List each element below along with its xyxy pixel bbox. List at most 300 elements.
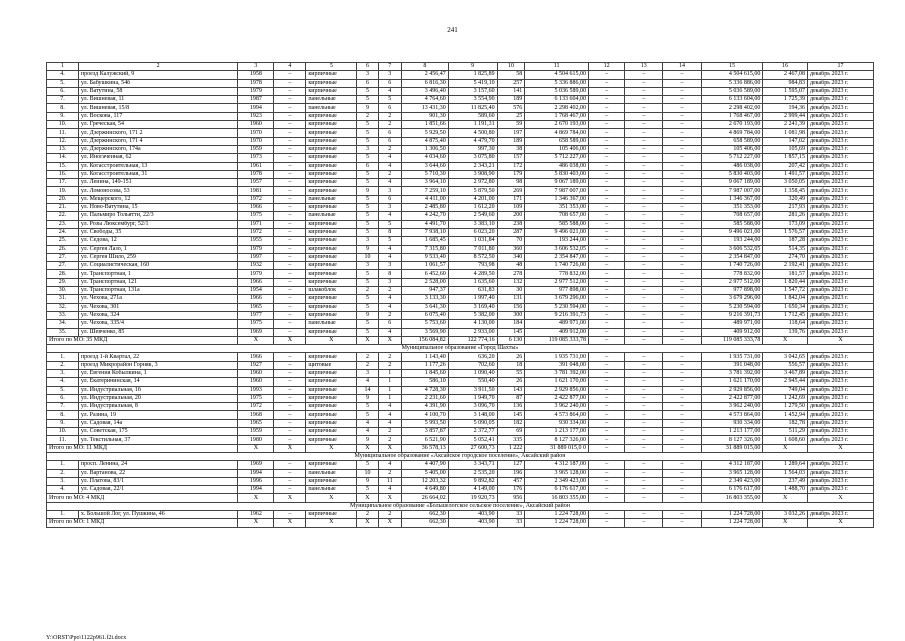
table-cell: декабрь 2023 г. [807, 179, 873, 187]
table-row [47, 129, 874, 137]
column-number-cell: 9 [448, 63, 497, 71]
table-row [47, 212, 874, 220]
table-cell: декабрь 2023 г. [807, 270, 873, 278]
table-cell: – [589, 428, 625, 436]
table-row [47, 228, 874, 236]
table-cell: 6 133 604,00 [525, 96, 589, 104]
table-cell: ул. Чехова, 335/4 [78, 320, 237, 328]
table-cell: 9 [357, 394, 378, 402]
table-cell: – [589, 328, 625, 336]
table-cell: 3 096,70 [448, 403, 497, 411]
table-cell: 4 [378, 303, 401, 311]
total-cell: X [238, 494, 274, 502]
table-cell: – [663, 220, 701, 228]
total-cell: 1 222 [497, 444, 525, 452]
table-cell: декабрь 2023 г. [807, 220, 873, 228]
table-cell: – [663, 121, 701, 129]
table-cell: – [625, 154, 663, 162]
table-row [47, 428, 874, 436]
table-cell: декабрь 2023 г. [807, 419, 873, 427]
table-cell: 984,83 [763, 79, 808, 87]
table-cell: – [663, 378, 701, 386]
table-cell: 145 [497, 328, 525, 336]
table-cell: 1978 [238, 170, 274, 178]
table-cell: 1959 [238, 428, 274, 436]
table-cell: ул. Садовая, 22/1 [78, 486, 237, 494]
table-cell: 6 [357, 79, 378, 87]
table-cell: 4 201,00 [448, 195, 497, 203]
table-cell: 2 [378, 121, 401, 129]
table-cell: ул. Социалистическая, 160 [78, 262, 237, 270]
table-cell: 131 [497, 295, 525, 303]
table-cell: декабрь 2023 г. [807, 154, 873, 162]
table-cell: 5 712 227,00 [525, 154, 589, 162]
table-cell: 3 [357, 262, 378, 270]
table-cell: декабрь 2023 г. [807, 237, 873, 245]
table-cell: 25 [497, 112, 525, 120]
table-cell: декабрь 2023 г. [807, 469, 873, 477]
total-cell: – [589, 519, 625, 527]
table-cell: – [663, 428, 701, 436]
table-cell: 1971 [238, 220, 274, 228]
table-cell: – [589, 303, 625, 311]
total-cell: 33 [497, 519, 525, 527]
table-cell: – [589, 295, 625, 303]
table-cell: 5 336 886,00 [701, 79, 763, 87]
table-cell: 14. [47, 154, 79, 162]
table-cell: 1 820,44 [763, 278, 808, 286]
table-cell: – [589, 187, 625, 195]
table-cell: – [625, 428, 663, 436]
table-cell: – [274, 428, 306, 436]
table-cell: 1 949,70 [448, 394, 497, 402]
table-cell: декабрь 2023 г. [807, 511, 873, 519]
table-cell: – [625, 179, 663, 187]
table-cell: 5 036 589,00 [701, 87, 763, 95]
table-cell: 1 851,66 [401, 121, 448, 129]
table-cell: кирпичные [306, 245, 357, 253]
table-cell: кирпичные [306, 154, 357, 162]
table-cell: 30 [497, 287, 525, 295]
column-number-cell: 1 [47, 63, 79, 71]
table-cell: ул. Дзержинского, 171 2 [78, 129, 237, 137]
table-cell: 1. [47, 461, 79, 469]
table-cell: – [625, 262, 663, 270]
table-cell: 5 090,05 [448, 419, 497, 427]
table-cell: 2 528,00 [401, 278, 448, 286]
table-cell: 16. [47, 170, 79, 178]
column-number-cell: 3 [238, 63, 274, 71]
table-cell: 1 [378, 378, 401, 386]
table-cell: 5 [357, 295, 378, 303]
table-cell: 5. [47, 79, 79, 87]
table-cell: 360 [497, 245, 525, 253]
table-cell: 486 038,00 [701, 162, 763, 170]
table-cell: – [274, 419, 306, 427]
table-cell: – [274, 87, 306, 95]
table-cell: – [589, 511, 625, 519]
table-cell: 27. [47, 253, 79, 261]
table-cell: 2 [378, 287, 401, 295]
table-cell: 1 346 367,00 [525, 195, 589, 203]
table-cell: – [274, 79, 306, 87]
table-cell: панельные [306, 104, 357, 112]
table-cell: 7 987 007,00 [701, 187, 763, 195]
table-row [47, 320, 874, 328]
total-cell: 156 084,82 [401, 336, 448, 344]
table-cell: 1969 [238, 461, 274, 469]
table-cell: 9. [47, 112, 79, 120]
table-cell: кирпичные [306, 71, 357, 79]
table-cell: – [274, 486, 306, 494]
table-row [47, 204, 874, 212]
table-cell: кирпичные [306, 477, 357, 485]
table-cell: 658 589,00 [701, 137, 763, 145]
table-cell: 2 241,39 [763, 121, 808, 129]
table-cell: 1972 [238, 228, 274, 236]
table-cell: кирпичные [306, 112, 357, 120]
table-row [47, 79, 874, 87]
table-cell: 391 048,00 [701, 361, 763, 369]
table-cell: 26 [497, 353, 525, 361]
table-cell: 5 [357, 154, 378, 162]
total-cell: X [274, 519, 306, 527]
table-cell: кирпичные [306, 461, 357, 469]
table-row [47, 187, 874, 195]
table-row [47, 287, 874, 295]
table-cell: 12. [47, 137, 79, 145]
table-cell: 1962 [238, 511, 274, 519]
table-cell: 2 422 877,00 [525, 394, 589, 402]
table-row [47, 170, 874, 178]
table-cell: панельные [306, 486, 357, 494]
table-cell: 269 [497, 187, 525, 195]
table-cell: 5 230 594,00 [525, 303, 589, 311]
table-cell: 193 244,00 [701, 237, 763, 245]
table-cell: кирпичные [306, 511, 357, 519]
table-cell: 172 [497, 162, 525, 170]
section-title-row [47, 502, 874, 510]
table-cell: 1994 [238, 469, 274, 477]
table-cell: 1 061,57 [401, 262, 448, 270]
table-cell: 179 [497, 170, 525, 178]
table-cell: – [625, 129, 663, 137]
table-cell: 1979 [238, 270, 274, 278]
table-cell: – [589, 436, 625, 444]
table-cell: 9 [357, 187, 378, 195]
table-cell: 8 572,50 [448, 253, 497, 261]
table-cell: декабрь 2023 г. [807, 436, 873, 444]
table-row [47, 403, 874, 411]
table-cell: – [625, 228, 663, 236]
table-cell: 1 621 170,00 [525, 378, 589, 386]
table-cell: 4 [357, 419, 378, 427]
table-cell: ул. Мещерского, 12 [78, 195, 237, 203]
table-cell: – [274, 403, 306, 411]
table-cell: 6. [47, 394, 79, 402]
table-cell: – [274, 245, 306, 253]
table-cell: кирпичные [306, 237, 357, 245]
table-cell: 1970 [238, 129, 274, 137]
table-cell: – [274, 253, 306, 261]
table-cell: 5 [357, 96, 378, 104]
table-cell: 182 [497, 419, 525, 427]
table-cell: 9 [357, 477, 378, 485]
table-cell: 1960 [238, 121, 274, 129]
table-cell: декабрь 2023 г. [807, 112, 873, 120]
table-cell: – [589, 195, 625, 203]
table-cell: 1 289,64 [763, 461, 808, 469]
table-cell: ул. Евгения Кобылкина, 1 [78, 369, 237, 377]
table-cell: декабрь 2023 г. [807, 129, 873, 137]
table-cell: 2 [378, 469, 401, 477]
table-cell: кирпичные [306, 394, 357, 402]
total-cell: 27 600,73 [448, 444, 497, 452]
table-cell: ул. Транспортная, 131a [78, 287, 237, 295]
table-cell: 1960 [238, 369, 274, 377]
total-row [47, 494, 874, 502]
table-cell: просп. Ленина, 24 [78, 461, 237, 469]
table-cell: – [274, 187, 306, 195]
table-cell: кирпичные [306, 187, 357, 195]
table-cell: 7 938,10 [401, 228, 448, 236]
table-cell: 30. [47, 287, 79, 295]
table-row [47, 436, 874, 444]
table-cell: декабрь 2023 г. [807, 386, 873, 394]
table-cell: – [663, 419, 701, 427]
table-cell: – [663, 145, 701, 153]
table-cell: 6 816,30 [401, 79, 448, 87]
table-cell: 1 845,60 [401, 369, 448, 377]
table-cell: 2 298 402,00 [701, 104, 763, 112]
table-cell: ул. Шевченко, 85 [78, 328, 237, 336]
table-cell: – [589, 403, 625, 411]
table-cell: 5 712 227,00 [701, 154, 763, 162]
table-cell: 793,98 [448, 262, 497, 270]
table-row [47, 87, 874, 95]
table-cell: – [589, 386, 625, 394]
table-cell: 1968 [238, 411, 274, 419]
table-cell: 5 993,50 [401, 419, 448, 427]
table-cell: – [274, 145, 306, 153]
table-cell: 3 962 240,00 [701, 403, 763, 411]
total-cell: X [378, 336, 401, 344]
table-cell: 489 971,00 [701, 320, 763, 328]
table-cell: 2 977 512,00 [525, 278, 589, 286]
table-cell: кирпичные [306, 228, 357, 236]
table-row [47, 486, 874, 494]
table-cell: 26. [47, 245, 79, 253]
table-cell: декабрь 2023 г. [807, 320, 873, 328]
table-cell: 3 679 296,00 [525, 295, 589, 303]
document-file-path: Y:\ORST\Ppo\1122p961.f2i.docx [46, 635, 127, 641]
total-label: Итого по МО: 4 МКД [47, 494, 238, 502]
table-cell: 320,49 [763, 195, 808, 203]
table-cell: 5 405,00 [401, 469, 448, 477]
table-cell: – [663, 411, 701, 419]
total-cell: 403,90 [448, 519, 497, 527]
table-cell: ул. Воскова, 117 [78, 112, 237, 120]
table-cell: кирпичные [306, 369, 357, 377]
table-cell: декабрь 2023 г. [807, 96, 873, 104]
table-cell: 9 533,40 [401, 253, 448, 261]
table-cell: 4 [357, 428, 378, 436]
table-cell: 7. [47, 96, 79, 104]
column-number-cell: 7 [378, 63, 401, 71]
table-cell: ул. Ватутина, 58 [78, 87, 237, 95]
table-cell: 1 576,57 [763, 228, 808, 236]
table-cell: – [625, 403, 663, 411]
table-cell: 3 383,10 [448, 220, 497, 228]
column-number-cell: 5 [306, 63, 357, 71]
table-cell: 1966 [238, 204, 274, 212]
table-cell: кирпичные [306, 386, 357, 394]
table-row [47, 145, 874, 153]
table-cell: 550,40 [448, 378, 497, 386]
table-cell: 7 011,80 [448, 245, 497, 253]
table-cell: – [625, 220, 663, 228]
table-cell: 1955 [238, 237, 274, 245]
table-cell: 6 133 604,00 [701, 96, 763, 104]
table-cell: ул. Транспортная, 1 [78, 270, 237, 278]
table-cell: – [589, 170, 625, 178]
table-cell: 2 349 423,00 [701, 477, 763, 485]
table-cell: 2 372,77 [448, 428, 497, 436]
table-cell: 4 [378, 212, 401, 220]
table-row [47, 378, 874, 386]
table-cell: 1 488,70 [763, 486, 808, 494]
table-cell: – [589, 112, 625, 120]
table-cell: 7. [47, 403, 79, 411]
table-row [47, 361, 874, 369]
table-cell: 139,76 [763, 328, 808, 336]
table-cell: – [589, 486, 625, 494]
column-number-cell: 2 [78, 63, 237, 71]
table-cell: ул. Греческая, 54 [78, 121, 237, 129]
table-cell: 6 075,40 [401, 311, 448, 319]
table-cell: 3 911,50 [448, 386, 497, 394]
table-cell: 5 929,50 [401, 129, 448, 137]
table-cell: – [589, 461, 625, 469]
table-cell: – [663, 237, 701, 245]
table-cell: 1 081,98 [763, 129, 808, 137]
table-row [47, 295, 874, 303]
table-cell: 3 467,89 [763, 369, 808, 377]
column-number-cell: 6 [357, 63, 378, 71]
total-cell: X [306, 519, 357, 527]
table-cell: – [663, 154, 701, 162]
table-cell: – [589, 71, 625, 79]
table-cell: 3 042,65 [763, 353, 808, 361]
table-cell: декабрь 2023 г. [807, 477, 873, 485]
table-cell: 1 242,69 [763, 394, 808, 402]
table-row [47, 353, 874, 361]
table-cell: – [663, 179, 701, 187]
table-cell: 5 336 886,00 [525, 79, 589, 87]
table-cell: кирпичные [306, 311, 357, 319]
total-cell: – [663, 444, 701, 452]
table-cell: 3. [47, 477, 79, 485]
table-cell: 141 [497, 87, 525, 95]
table-cell: 38 [497, 145, 525, 153]
total-cell: X [763, 494, 808, 502]
table-cell: – [274, 303, 306, 311]
table-cell: 281,26 [763, 212, 808, 220]
table-cell: 1997 [238, 253, 274, 261]
table-cell: 207,42 [763, 162, 808, 170]
total-cell: X [357, 494, 378, 502]
table-cell: 11. [47, 436, 79, 444]
table-cell: 5 [378, 220, 401, 228]
table-cell: – [663, 104, 701, 112]
table-cell: 2 945,44 [763, 378, 808, 386]
table-cell: – [274, 270, 306, 278]
table-cell: 585 588,00 [701, 220, 763, 228]
table-cell: кирпичные [306, 129, 357, 137]
total-cell: 26 664,02 [401, 494, 448, 502]
table-cell: декабрь 2023 г. [807, 328, 873, 336]
table-cell: – [625, 361, 663, 369]
total-cell: – [663, 494, 701, 502]
table-cell: – [274, 170, 306, 178]
table-cell: – [589, 394, 625, 402]
table-cell: 1994 [238, 104, 274, 112]
table-cell: декабрь 2023 г. [807, 361, 873, 369]
table-cell: – [274, 411, 306, 419]
table-cell: 1 825,89 [448, 71, 497, 79]
table-cell: – [589, 220, 625, 228]
table-cell: 335 [497, 436, 525, 444]
table-cell: ул. Садовая, 14a [78, 419, 237, 427]
table-cell: 4 869 784,00 [701, 129, 763, 137]
table-cell: кирпичные [306, 411, 357, 419]
table-cell: – [274, 112, 306, 120]
table-cell: 586,10 [401, 378, 448, 386]
table-cell: 237,49 [763, 477, 808, 485]
table-cell: – [589, 311, 625, 319]
table-cell: 4. [47, 486, 79, 494]
table-cell: – [625, 386, 663, 394]
table-cell: 287 [497, 228, 525, 236]
section-title-row [47, 345, 874, 353]
table-cell: 11 [378, 477, 401, 485]
table-cell: 930 334,00 [701, 419, 763, 427]
column-number-cell: 16 [763, 63, 808, 71]
table-cell: 5 [357, 328, 378, 336]
table-cell: 1 842,04 [763, 295, 808, 303]
table-cell: 1981 [238, 187, 274, 195]
total-cell: 31 889 015,0 0 [525, 444, 589, 452]
table-cell: – [625, 394, 663, 402]
table-cell: 4 [378, 403, 401, 411]
table-cell: проезд Калужский, 9 [78, 71, 237, 79]
table-cell: – [274, 378, 306, 386]
table-cell: 1954 [238, 287, 274, 295]
table-cell: декабрь 2023 г. [807, 145, 873, 153]
table-cell: – [663, 262, 701, 270]
table-cell: 2 231,60 [401, 394, 448, 402]
table-cell: 1966 [238, 353, 274, 361]
table-cell: 631,83 [448, 287, 497, 295]
table-cell: 409 912,00 [525, 328, 589, 336]
table-cell: декабрь 2023 г. [807, 295, 873, 303]
table-cell: – [663, 477, 701, 485]
table-cell: 4. [47, 378, 79, 386]
table-cell: – [663, 295, 701, 303]
total-cell: X [274, 494, 306, 502]
housing-registry-table [46, 62, 874, 528]
table-cell: 8. [47, 104, 79, 112]
